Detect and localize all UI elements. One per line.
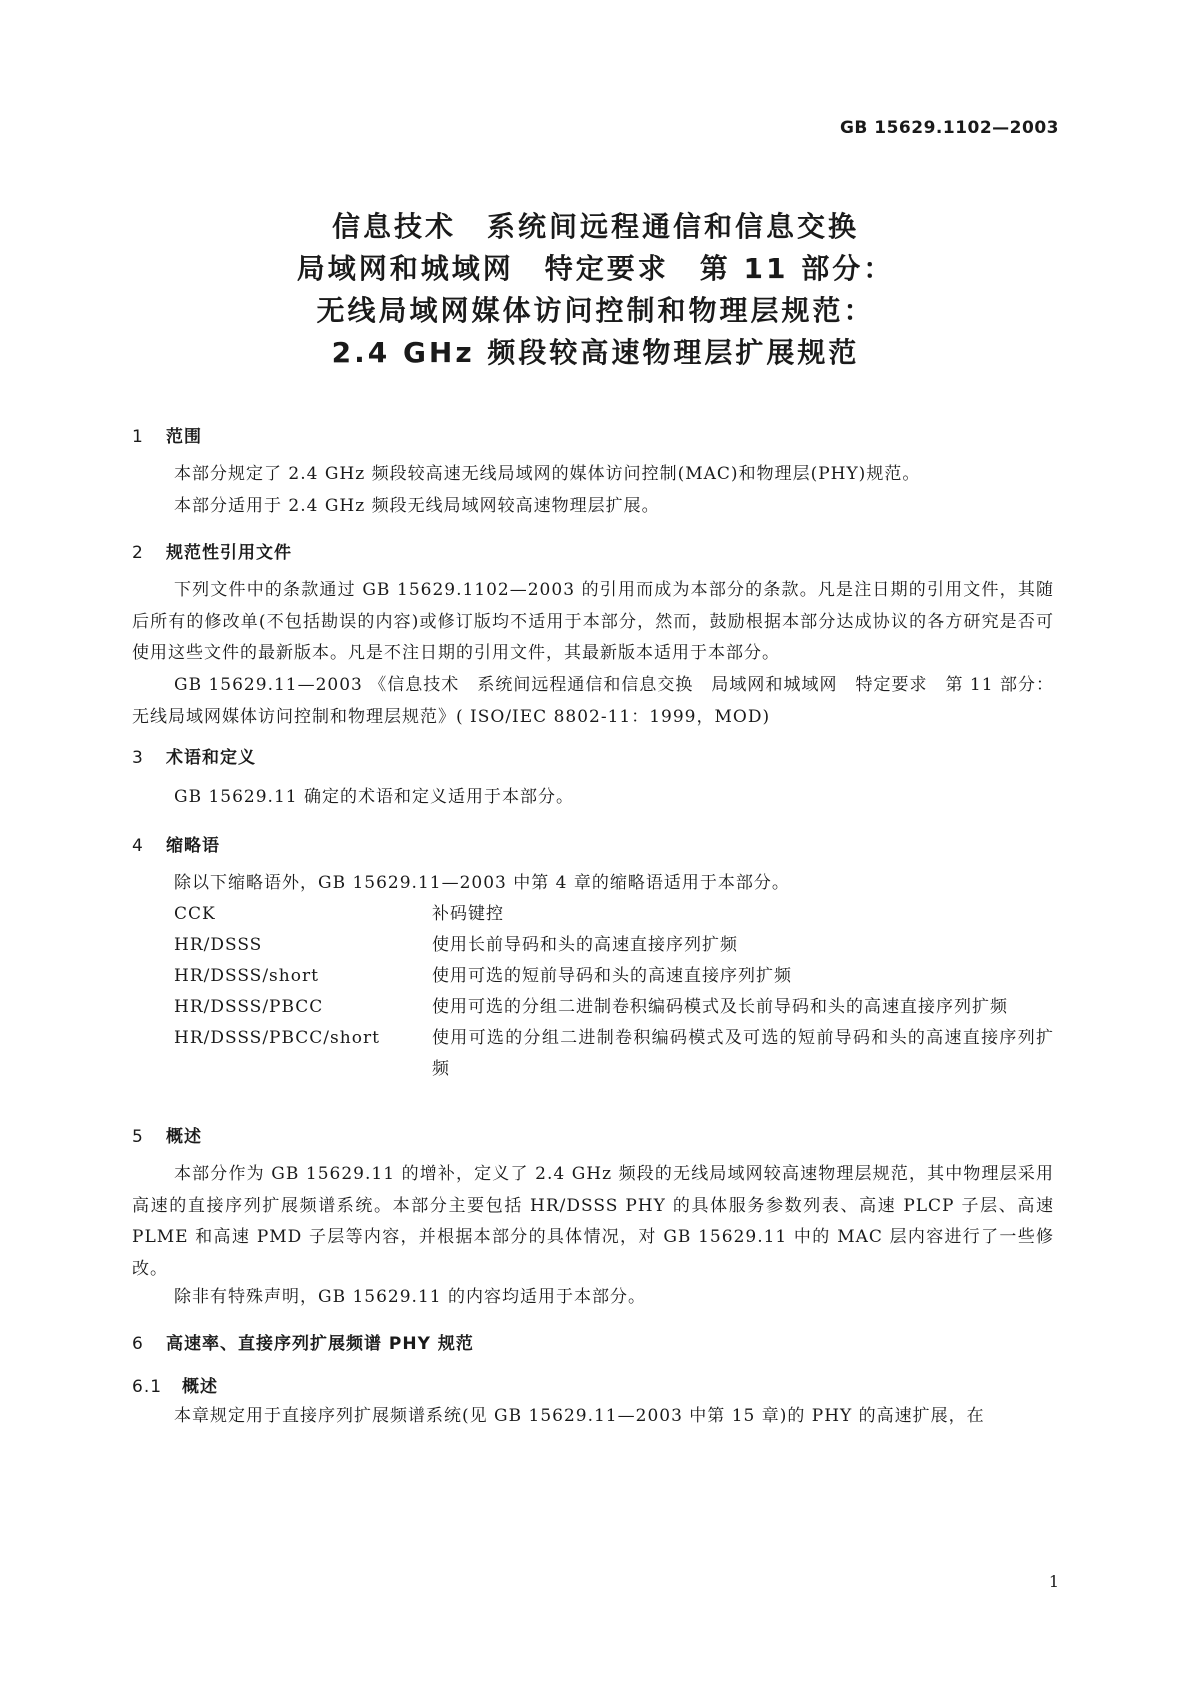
- abbreviation-definition: 使用长前导码和头的高速直接序列扩频: [432, 935, 738, 955]
- section-6-heading: [132, 1329, 474, 1354]
- abbreviation-row: [174, 899, 1054, 930]
- abbreviation-list: [174, 899, 1054, 1085]
- abbreviation-row: [174, 961, 1054, 992]
- section-2-heading: [132, 538, 292, 563]
- section-title: 缩略语: [166, 836, 220, 856]
- document-title: [150, 206, 1041, 374]
- section-title: 概述: [182, 1377, 218, 1397]
- section-number: 5: [132, 1127, 144, 1147]
- section-title: 范围: [166, 427, 202, 447]
- abbreviation-definition: 使用可选的短前导码和头的高速直接序列扩频: [432, 966, 792, 986]
- abbreviation-definition: 使用可选的分组二进制卷积编码模式及长前导码和头的高速直接序列扩频: [432, 997, 1008, 1017]
- abbreviation-term: CCK: [174, 904, 216, 924]
- abbreviation-definition: 使用可选的分组二进制卷积编码模式及可选的短前导码和头的高速直接序列扩频: [432, 1028, 1054, 1079]
- section-number: 1: [132, 427, 144, 447]
- section-4-heading: [132, 831, 220, 856]
- paragraph: 本部分适用于 2.4 GHz 频段无线局域网较高速物理层扩展。: [174, 496, 660, 516]
- page-number: 1: [1048, 1572, 1059, 1591]
- section-title: 概述: [166, 1127, 202, 1147]
- section-number: 3: [132, 748, 144, 768]
- standard-number: GB 15629.1102—2003: [839, 118, 1059, 138]
- abbreviation-term: HR/DSSS/PBCC/short: [174, 1028, 380, 1048]
- section-3-heading: [132, 743, 256, 768]
- paragraph: GB 15629.11 确定的术语和定义适用于本部分。: [174, 787, 574, 807]
- title-line-2: 局域网和城域网 特定要求 第 11 部分：: [296, 252, 895, 285]
- paragraph: GB 15629.11—2003 《信息技术 系统间远程通信和信息交换 局域网和城域网 特定要求 第 11 部分：无线局域网媒体访问控制和物理层规范》( ISO/IEC 8802-11：1999，MOD): [132, 675, 1054, 727]
- abbreviation-row: [174, 992, 1054, 1023]
- paragraph: 本章规定用于直接序列扩展频谱系统(见 GB 15629.11—2003 中第 15 章)的 PHY 的高速扩展，在: [174, 1406, 985, 1426]
- section-title: 高速率、直接序列扩展频谱 PHY 规范: [166, 1334, 474, 1354]
- section-number: 6: [132, 1334, 144, 1354]
- title-line-3: 无线局域网媒体访问控制和物理层规范：: [316, 294, 875, 327]
- paragraph: 下列文件中的条款通过 GB 15629.1102—2003 的引用而成为本部分的条款。凡是注日期的引用文件，其随后所有的修改单(不包括勘误的内容)或修订版均不适用于本部分，然而，鼓励根据本部分达成协议的各方研究是否可使用这些文件的最新版本。凡是不注日期的引用文件，其最新版本适用于本部分。: [132, 580, 1054, 663]
- paragraph: 本部分规定了 2.4 GHz 频段较高速无线局域网的媒体访问控制(MAC)和物理层(PHY)规范。: [174, 464, 921, 484]
- abbreviation-row: [174, 1023, 1054, 1085]
- abbreviation-term: HR/DSSS/short: [174, 966, 319, 986]
- section-title: 术语和定义: [166, 748, 256, 768]
- paragraph: 除非有特殊声明，GB 15629.11 的内容均适用于本部分。: [174, 1287, 646, 1307]
- section-number: 6.1: [132, 1377, 163, 1397]
- section-title: 规范性引用文件: [166, 543, 292, 563]
- section-5-heading: [132, 1122, 202, 1147]
- abbreviation-term: HR/DSSS/PBCC: [174, 997, 324, 1017]
- abbreviation-term: HR/DSSS: [174, 935, 263, 955]
- abbreviation-row: [174, 930, 1054, 961]
- title-line-1: 信息技术 系统间远程通信和信息交换: [331, 210, 859, 243]
- abbreviation-definition: 补码键控: [432, 904, 504, 924]
- section-1-heading: [132, 422, 202, 447]
- paragraph: 除以下缩略语外，GB 15629.11—2003 中第 4 章的缩略语适用于本部分。: [174, 873, 790, 893]
- paragraph: 本部分作为 GB 15629.11 的增补，定义了 2.4 GHz 频段的无线局域网较高速物理层规范，其中物理层采用高速的直接序列扩展频谱系统。本部分主要包括 HR/DSSS PHY 的具体服务参数列表、高速 PLCP 子层、高速 PLME 和高速 PMD 子层等内容，并根据本部分的具体情况，对 GB 15629.11 中的 MAC 层内容进行了一些修改。: [132, 1164, 1054, 1279]
- title-line-4: 2.4 GHz 频段较高速物理层扩展规范: [331, 336, 860, 369]
- section-6-1-heading: [132, 1372, 218, 1397]
- section-number: 4: [132, 836, 144, 856]
- section-number: 2: [132, 543, 144, 563]
